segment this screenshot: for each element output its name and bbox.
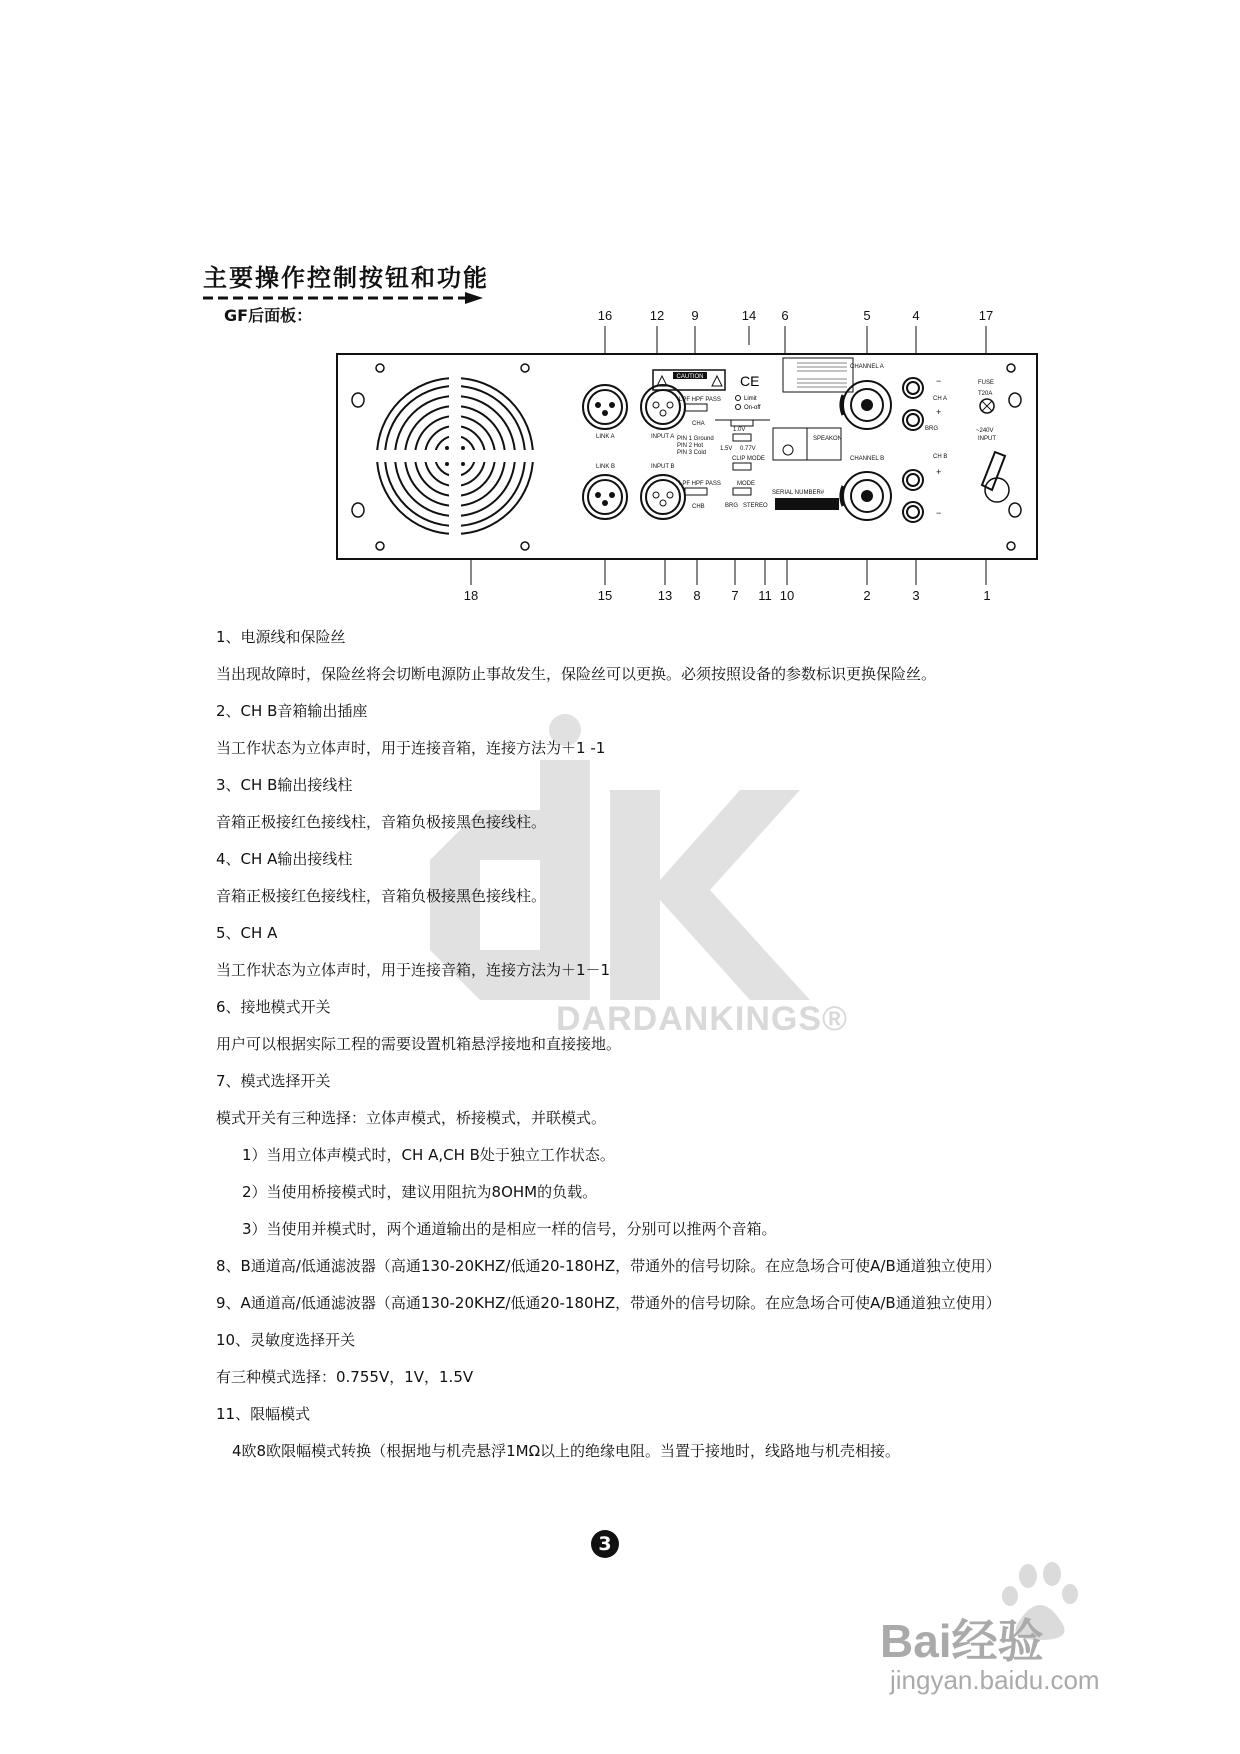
pin2-label: PIN 2 Hot — [677, 443, 704, 449]
svg-text:−: − — [936, 376, 942, 386]
item-7-sub-3: 3）当使用并模式时，两个通道输出的是相应一样的信号，分别可以推两个音箱。 — [242, 1220, 777, 1238]
ce-mark: CE — [740, 373, 760, 389]
item-9-heading: 9、A通道高/低通滤波器（高通130-20KHZ/低通20-180HZ，带通外的信号切除。在应急场合可使A/B通道独立使用） — [216, 1294, 1001, 1312]
fuse-value-label: T20A — [978, 391, 993, 397]
item-11-heading: 11、限幅模式 — [216, 1405, 311, 1423]
fuse-label: FUSE — [978, 380, 995, 386]
onoff-label: On-off — [744, 405, 761, 411]
lpf-hpf-b-label: LPF HPF PASS — [679, 481, 721, 487]
clip-mode-label: CLIP MODE — [732, 456, 765, 462]
item-3-desc: 音箱正极接红色接线柱，音箱负极接黑色接线柱。 — [216, 813, 547, 831]
limit-label: Limit — [744, 396, 757, 402]
brg-switch-label: BRG — [725, 503, 739, 509]
item-7-sub-2: 2）当使用桥接模式时，建议用阻抗为8OHM的负载。 — [242, 1183, 598, 1201]
control-function-list — [216, 628, 1116, 1479]
speakon-label: SPEAKON — [813, 436, 843, 442]
pin3-label: PIN 3 Cold — [677, 450, 707, 456]
callout-14: 14 — [741, 308, 757, 323]
item-11-desc: 4欧8欧限幅模式转换（根据地与机壳悬浮1MΩ以上的绝缘电阻。当置于接地时，线路地与机壳相接。 — [232, 1442, 901, 1460]
channel-b-label: CHANNEL B — [850, 456, 885, 462]
cha-post-label: CH A — [933, 396, 948, 402]
callout-13: 13 — [657, 588, 673, 603]
page-title: 主要操作控制按钮和功能 — [203, 264, 489, 292]
callout-16: 16 — [597, 308, 613, 323]
callout-1: 1 — [983, 588, 991, 603]
pin1-label: PIN 1 Ground — [677, 436, 714, 442]
serial-number-bar — [775, 498, 839, 510]
callout-9: 9 — [691, 308, 699, 323]
callout-7: 7 — [731, 588, 739, 603]
item-6-heading: 6、接地模式开关 — [216, 998, 331, 1016]
item-5-desc: 当工作状态为立体声时，用于连接音箱，连接方法为＋1－1 — [216, 961, 611, 979]
item-7-heading: 7、模式选择开关 — [216, 1072, 331, 1090]
brg-post-label: BRG — [925, 426, 939, 432]
stereo-switch-label: STEREO — [743, 503, 768, 509]
callout-17: 17 — [978, 308, 994, 323]
item-8-heading: 8、B通道高/低通滤波器（高通130-20KHZ/低通20-180HZ，带通外的信号切除。在应急场合可使A/B通道独立使用） — [216, 1257, 1001, 1275]
link-a-label: LINK A — [596, 434, 615, 440]
svg-text:+: + — [936, 467, 942, 477]
item-2-desc: 当工作状态为立体声时，用于连接音箱，连接方法为＋1 -1 — [216, 739, 606, 757]
callout-3: 3 — [912, 588, 920, 603]
input-b-label: INPUT B — [651, 464, 675, 470]
power-input-label: INPUT — [978, 436, 996, 442]
lpf-hpf-a-label: LPF HPF PASS — [679, 397, 721, 403]
page-number: 3 — [591, 1530, 619, 1558]
item-6-desc: 用户可以根据实际工程的需要设置机箱悬浮接地和直接接地。 — [216, 1035, 622, 1053]
chb-post-label: CH B — [933, 454, 948, 460]
svg-text:+: + — [936, 407, 942, 417]
callout-5: 5 — [863, 308, 871, 323]
serial-label: SERIAL NUMBER# — [772, 490, 825, 496]
input-a-label: INPUT A — [651, 434, 675, 440]
item-4-heading: 4、CH A输出接线柱 — [216, 850, 353, 868]
section-subtitle: GF后面板： — [224, 306, 313, 325]
svg-text:−: − — [936, 508, 942, 518]
callout-10: 10 — [779, 588, 795, 603]
item-5-heading: 5、CH A — [216, 924, 278, 942]
v15-label: 1.5V — [720, 446, 733, 452]
callout-15: 15 — [597, 588, 613, 603]
mode-label: MODE — [737, 481, 755, 487]
item-2-heading: 2、CH B音箱输出插座 — [216, 702, 368, 720]
callout-12: 12 — [649, 308, 665, 323]
item-1-desc: 当出现故障时，保险丝将会切断电源防止事故发生，保险丝可以更换。必须按照设备的参数标识更换保险丝。 — [216, 665, 937, 683]
callout-11: 11 — [758, 588, 772, 603]
chb-switch-label: CHB — [692, 504, 705, 510]
baidu-url-text: jingyan.baidu.com — [890, 1665, 1100, 1695]
rear-panel-diagram — [335, 300, 1075, 620]
voltage-label: ~240V — [976, 428, 994, 434]
item-7-desc: 模式开关有三种选择：立体声模式，桥接模式，并联模式。 — [216, 1109, 607, 1127]
item-4-desc: 音箱正极接红色接线柱，音箱负极接黑色接线柱。 — [216, 887, 547, 905]
v077-label: 0.77V — [740, 446, 756, 452]
baidu-jingyan-logo-text: Bai经验 — [880, 1615, 1044, 1667]
callout-18: 18 — [463, 588, 479, 603]
v10-label: 1.0V — [733, 427, 746, 433]
caution-label: CAUTION — [676, 374, 704, 380]
channel-a-label: CHANNEL A — [850, 364, 884, 370]
item-10-heading: 10、灵敏度选择开关 — [216, 1331, 356, 1349]
callout-2: 2 — [863, 588, 871, 603]
dardankings-watermark-text: DARDANKINGS® — [556, 1000, 849, 1038]
callout-6: 6 — [781, 308, 789, 323]
item-7-sub-1: 1）当用立体声模式时，CH A,CH B处于独立工作状态。 — [242, 1146, 615, 1164]
callout-8: 8 — [693, 588, 701, 603]
item-10-desc: 有三种模式选择：0.755V，1V，1.5V — [216, 1368, 474, 1386]
callout-4: 4 — [912, 308, 920, 323]
item-3-heading: 3、CH B输出接线柱 — [216, 776, 353, 794]
cha-switch-label: CHA — [692, 421, 705, 427]
item-1-heading: 1、电源线和保险丝 — [216, 628, 346, 646]
link-b-label: LINK B — [596, 464, 616, 470]
